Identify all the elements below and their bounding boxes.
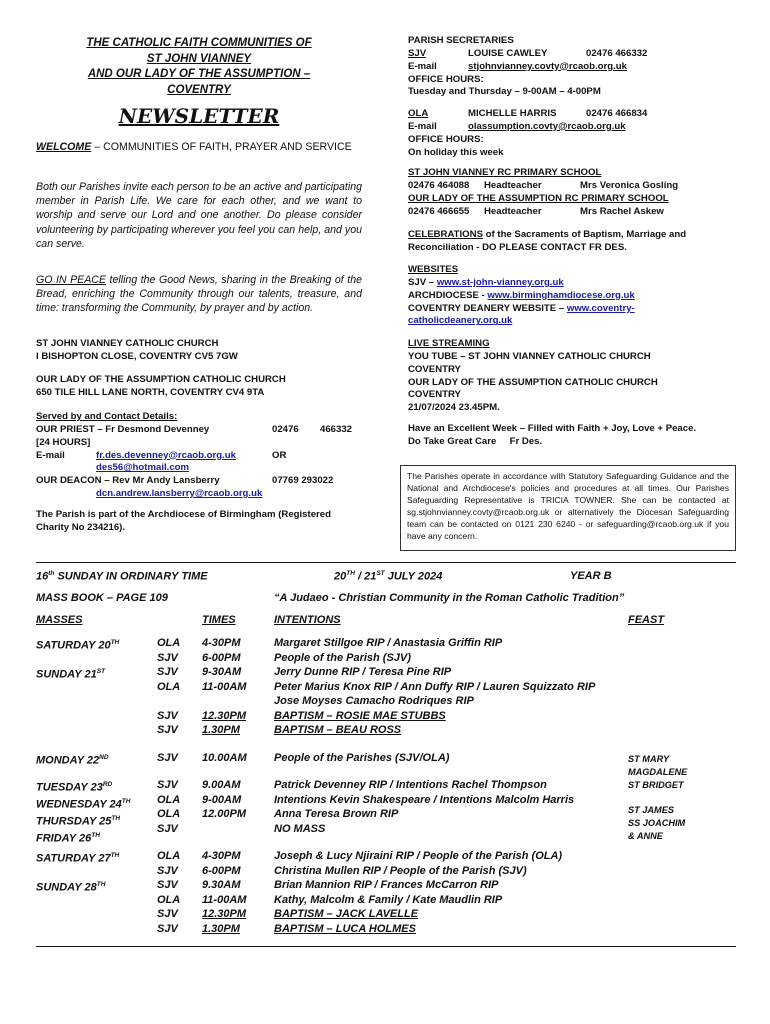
intention: Anna Teresa Brown RIP xyxy=(274,808,399,820)
intention: BAPTISM – JACK LAVELLE xyxy=(274,908,419,920)
priest-alt-email-link[interactable]: des56@hotmail.com xyxy=(96,462,190,474)
day-sun-21: SUNDAY 21ST xyxy=(36,668,106,681)
church: OLA xyxy=(157,680,181,693)
mass-time: 12.30PM xyxy=(202,709,247,722)
church xyxy=(157,694,197,709)
mass-time: 1.30PM xyxy=(202,922,240,935)
mass-book: MASS BOOK – PAGE 109 xyxy=(36,592,168,604)
ola-secretary-email[interactable]: olassumption.covty@rcaob.org.uk xyxy=(468,120,626,132)
church: SJV xyxy=(157,908,178,920)
email-label: E-mail xyxy=(36,449,65,461)
church: OLA xyxy=(157,893,181,906)
day-sun-28: SUNDAY 28TH xyxy=(36,881,106,894)
newsletter-heading: NEWSLETTER xyxy=(118,104,280,128)
church: OLA xyxy=(157,808,181,820)
ola-email-label: E-mail xyxy=(408,120,437,132)
weekday-intentions xyxy=(274,778,624,836)
church: OLA xyxy=(157,637,181,649)
church: OLA xyxy=(157,793,181,806)
mass-time: 6-00PM xyxy=(202,651,241,664)
monday-feast xyxy=(628,753,736,778)
title-line-3: AND OUR LADY OF THE ASSUMPTION – xyxy=(87,68,311,81)
go-in-peace xyxy=(36,273,362,316)
feast-line xyxy=(628,792,736,805)
intention: Jerry Dunne RIP / Teresa Pine RIP xyxy=(274,666,452,678)
sjv-office-hours-label: OFFICE HOURS: xyxy=(408,73,484,85)
weekday-churches xyxy=(157,778,197,836)
sjv-secretary-email[interactable]: stjohnvianney.covty@rcaob.org.uk xyxy=(468,60,627,72)
parish-title xyxy=(36,36,362,98)
weekday-feasts xyxy=(628,779,736,842)
welcome-text: – COMMUNITIES OF FAITH, PRAYER AND SERVICE xyxy=(91,141,352,153)
church: SJV xyxy=(157,822,178,835)
deanery-website-label: COVENTRY DEANERY WEBSITE – xyxy=(408,302,567,314)
mass-time: 12.30PM xyxy=(202,908,247,920)
church: SJV xyxy=(157,651,178,664)
schedule-dates: 20TH / 21ST JULY 2024 xyxy=(334,570,443,583)
secretaries-heading: PARISH SECRETARIES xyxy=(408,35,514,46)
mass-time xyxy=(202,822,272,837)
liturgical-year: YEAR B xyxy=(570,570,612,582)
intention: BAPTISM – LUCA HOLMES xyxy=(274,922,416,935)
feast-line: & ANNE xyxy=(628,830,663,841)
mass-time xyxy=(202,694,272,709)
streaming-line-4: COVENTRY xyxy=(408,389,461,401)
priest-name: OUR PRIEST – Fr Desmond Devenney xyxy=(36,423,210,435)
ola-school-role: Headteacher xyxy=(484,205,542,217)
ola-label: OLA xyxy=(408,108,429,119)
deacon-email-link[interactable]: dcn.andrew.lansberry@rcaob.org.uk xyxy=(96,488,263,500)
col-times: TIMES xyxy=(202,614,236,626)
archdiocese-note: The Parish is part of the Archdiocese of Birmingham (Registered Charity No 234216). xyxy=(36,509,331,533)
archdiocese-website-link[interactable]: www.birminghamdiocese.org.uk xyxy=(487,289,635,301)
mass-time: 9-30AM xyxy=(202,666,242,678)
go-in-peace-text: telling the Good News, sharing in the Breaking of the Bread, enriching the Community through our talents, treasure, and time: transforming the Community, by prayer and by action. xyxy=(36,274,362,315)
priest-hours: [24 HOURS] xyxy=(36,436,91,448)
mass-time: 12.00PM xyxy=(202,808,247,820)
block1-times xyxy=(202,636,272,738)
mass-time: 9.30AM xyxy=(202,879,241,891)
mass-time: 9.00AM xyxy=(202,779,241,791)
intention: Christina Mullen RIP / People of the Parish (SJV) xyxy=(274,864,527,877)
church: SJV xyxy=(157,779,178,791)
day-wed-24: WEDNESDAY 24TH xyxy=(36,798,131,811)
safeguarding-box: The Parishes operate in accordance with Statutory Safeguarding Guidance and the National and Archdiocese's policies and procedures at all times. Our Parishes Safeguarding Representative is TRICIA TOWNER. She can be contacted at sg.stjohnvianney.covty@rcaob.org.uk or alternatively the Diocesan Safeguarding team can be contacted on 0121 230 6240 - or safeguarding@rcaob.org.uk if you have any concern. xyxy=(400,465,736,551)
sjv-website-label: SJV – xyxy=(408,276,437,288)
ola-secretary-phone: 02476 466834 xyxy=(586,108,648,119)
ola-secretary xyxy=(408,108,738,159)
farewell-line-2: Do Take Great Care Fr Des. xyxy=(408,435,543,447)
ola-office-hours: On holiday this week xyxy=(408,146,504,158)
websites xyxy=(408,264,738,328)
schools xyxy=(408,167,738,218)
streaming-date: 21/07/2024 23.45PM. xyxy=(408,402,500,414)
intention: Joseph & Lucy Njiraini RIP / People of the Parish (OLA) xyxy=(274,850,563,862)
sjv-church xyxy=(36,338,362,364)
contact-details xyxy=(36,411,362,501)
day-fri-26: FRIDAY 26TH xyxy=(36,832,100,846)
block1-churches xyxy=(157,636,197,738)
mass-time: 9-00AM xyxy=(202,793,242,806)
col-feast: FEAST xyxy=(628,614,665,626)
church: OLA xyxy=(157,850,181,862)
streaming-line-2: COVENTRY xyxy=(408,363,461,375)
church: SJV xyxy=(157,922,178,935)
title-line-4: COVENTRY xyxy=(167,83,231,96)
farewell xyxy=(408,423,738,449)
monday-church: SJV xyxy=(157,752,178,764)
weekday-labels xyxy=(36,778,156,847)
mass-time: 1.30PM xyxy=(202,724,240,736)
sunday-title: 16th SUNDAY IN ORDINARY TIME xyxy=(36,570,208,583)
sjv-school-role: Headteacher xyxy=(484,179,542,191)
intention: Margaret Stillgoe RIP / Anastasia Griffin RIP xyxy=(274,637,503,649)
ola-school-head: Mrs Rachel Askew xyxy=(580,205,664,217)
ola-church-name: OUR LADY OF THE ASSUMPTION CATHOLIC CHURCH xyxy=(36,374,286,385)
farewell-line-1: Have an Excellent Week – Filled with Faith + Joy, Love + Peace. xyxy=(408,423,697,434)
monday-intention: People of the Parishes (SJV/OLA) xyxy=(274,752,450,764)
parish-theme: “A Judaeo - Christian Community in the Roman Catholic Tradition” xyxy=(274,592,625,604)
church: SJV xyxy=(157,724,178,736)
title-line-2: ST JOHN VIANNEY xyxy=(146,52,252,65)
sjv-church-address: I BISHOPTON CLOSE, COVENTRY CV5 7GW xyxy=(36,350,238,362)
block2-times xyxy=(202,849,272,936)
intention: Kathy, Malcolm & Family / Kate Maudlin RIP xyxy=(274,893,503,906)
block2-intentions xyxy=(274,849,704,936)
sjv-website-link[interactable]: www.st-john-vianney.org.uk xyxy=(436,276,564,288)
sjv-secretary-name: LOUISE CAWLEY xyxy=(468,47,548,59)
deacon-phone: 07769 293022 xyxy=(272,475,334,487)
intention: NO MASS xyxy=(274,822,326,835)
sjv-label: SJV xyxy=(408,47,427,59)
weekday-times xyxy=(202,778,272,836)
ola-church-address: 650 TILE HILL LANE NORTH, COVENTRY CV4 9TA xyxy=(36,386,265,398)
ola-school-name: OUR LADY OF THE ASSUMPTION RC PRIMARY SCHOOL xyxy=(408,192,669,204)
day-mon-22: MONDAY 22ND xyxy=(36,754,109,767)
block2-churches xyxy=(157,849,197,936)
deacon-name: OUR DEACON – Rev Mr Andy Lansberry xyxy=(36,475,220,487)
ola-office-hours-label: OFFICE HOURS: xyxy=(408,133,484,145)
mass-time: 4-30PM xyxy=(202,850,241,862)
monday-time: 10.00AM xyxy=(202,752,247,764)
feast-line: SS JOACHIM xyxy=(628,818,686,829)
deanery-website-link-1[interactable]: www.coventry- xyxy=(566,302,635,314)
mass-time: 4-30PM xyxy=(202,637,241,649)
intention: Peter Marius Knox RIP / Ann Duffy RIP / Lauren Squizzato RIP xyxy=(274,680,596,693)
church: SJV xyxy=(157,709,178,722)
intention: Brian Mannion RIP / Frances McCarron RIP xyxy=(274,879,499,891)
divider-bottom xyxy=(36,946,736,947)
church: SJV xyxy=(157,666,178,678)
streaming-heading: LIVE STREAMING xyxy=(408,338,490,349)
deanery-website-link-2[interactable]: catholicdeanery.org.uk xyxy=(408,315,513,327)
websites-heading: WEBSITES xyxy=(408,264,459,275)
celebrations xyxy=(408,229,738,255)
title-line-1: THE CATHOLIC FAITH COMMUNITIES OF xyxy=(86,37,312,49)
intention: People of the Parish (SJV) xyxy=(274,651,411,664)
feast-line: ST BRIDGET xyxy=(628,780,684,790)
church: SJV xyxy=(157,879,178,891)
feast-line: ST JAMES xyxy=(628,805,674,816)
sjv-church-name: ST JOHN VIANNEY CATHOLIC CHURCH xyxy=(36,338,219,349)
contact-heading: Served by and Contact Details: xyxy=(36,411,178,422)
or-text: OR xyxy=(272,449,287,461)
mass-time: 11-00AM xyxy=(202,680,247,693)
sjv-email-label: E-mail xyxy=(408,60,437,72)
parish-secretaries xyxy=(408,35,738,99)
celebrations-text: of the Sacraments of Baptism, Marriage and Reconciliation - DO PLEASE CONTACT FR DES. xyxy=(408,229,687,253)
church: SJV xyxy=(157,864,178,877)
intention: Intentions Kevin Shakespeare / Intentions Malcolm Harris xyxy=(274,793,575,806)
intention: BAPTISM – ROSIE MAE STUBBS xyxy=(274,709,446,722)
sjv-office-hours: Tuesday and Thursday – 9-00AM – 4-00PM xyxy=(408,86,601,98)
block1-intentions xyxy=(274,636,704,738)
day-thu-25: THURSDAY 25TH xyxy=(36,815,121,828)
streaming-line-3: OUR LADY OF THE ASSUMPTION CATHOLIC CHURCH xyxy=(408,376,658,388)
ola-church xyxy=(36,374,362,400)
intention: Patrick Devenney RIP / Intentions Rachel Thompson xyxy=(274,779,547,791)
sjv-secretary-phone: 02476 466332 xyxy=(586,47,648,59)
ola-secretary-name: MICHELLE HARRIS xyxy=(468,108,557,119)
mass-time: 6-00PM xyxy=(202,864,241,877)
col-masses: MASSES xyxy=(36,614,83,626)
sjv-school-phone: 02476 464088 xyxy=(408,179,470,191)
archdiocese-website-label: ARCHDIOCESE - xyxy=(408,289,488,301)
day-sat-27: SATURDAY 27TH xyxy=(36,852,120,865)
streaming-line-1: YOU TUBE – ST JOHN VIANNEY CATHOLIC CHURCH xyxy=(408,350,651,362)
priest-email-link[interactable]: fr.des.devenney@rcaob.org.uk xyxy=(96,449,236,461)
sjv-school-name: ST JOHN VIANNEY RC PRIMARY SCHOOL xyxy=(408,167,602,178)
intention: Jose Moyses Camacho Rodriques RIP xyxy=(274,695,474,707)
welcome-invite: Both our Parishes invite each person to be an active and participating member in Parish Life. We care for each other, and we want to worship and serve our Lord and one another. Do please consider volunteering by participating wherever you feel you can help, and you can serve. xyxy=(36,181,362,250)
day-tue-23: TUESDAY 23RD xyxy=(36,781,113,794)
live-streaming xyxy=(408,338,738,415)
feast-line: MAGDALENE xyxy=(628,766,688,777)
intention: BAPTISM – BEAU ROSS xyxy=(274,724,402,736)
divider-top xyxy=(36,562,736,563)
go-in-peace-label: GO IN PEACE xyxy=(36,274,107,286)
celebrations-label: CELEBRATIONS xyxy=(408,229,483,240)
mass-time: 11-00AM xyxy=(202,893,247,906)
welcome-label: WELCOME xyxy=(36,141,92,153)
feast-line: ST MARY xyxy=(628,754,670,764)
welcome-line xyxy=(36,140,362,154)
sjv-school-head: Mrs Veronica Gosling xyxy=(580,179,679,191)
col-intentions: INTENTIONS xyxy=(274,614,341,626)
ola-school-phone: 02476 466655 xyxy=(408,205,470,217)
priest-phone: 02476 466332 xyxy=(272,423,353,435)
day-sat-20: SATURDAY 20TH xyxy=(36,639,120,652)
